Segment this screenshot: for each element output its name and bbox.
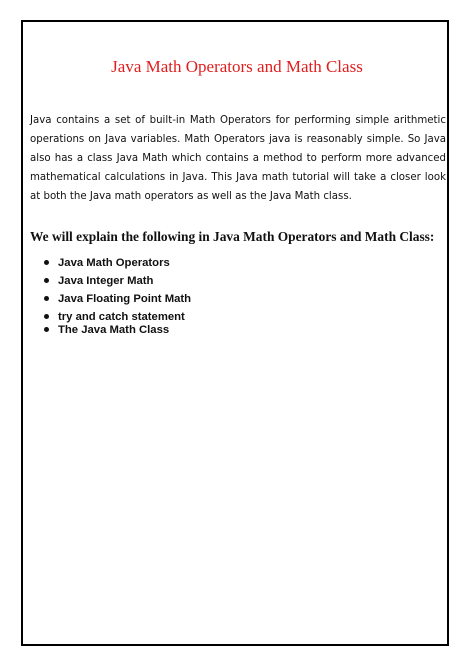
intro-paragraph: [30, 111, 446, 206]
topic-label: The Java Math Class: [58, 324, 170, 336]
intro-line: mathematical calculations in Java. This Java math tutorial will take a closer look at both: [30, 172, 446, 202]
section-subheading: We will explain the following in Java Math Operators and Math Class:: [30, 229, 435, 244]
bullet-icon: [44, 327, 49, 332]
intro-line: has a class Java Math which contains a method to perform more advanced: [54, 153, 446, 164]
topic-label: Java Floating Point Math: [58, 293, 192, 305]
intro-line: the Java math operators as well as the Java Math class.: [69, 191, 352, 202]
bullet-icon: [44, 278, 49, 283]
bullet-icon: [44, 314, 49, 319]
document-title: Java Math Operators and Math Class: [111, 57, 363, 76]
list-item: [44, 290, 191, 308]
list-item: [44, 308, 191, 321]
topic-label: Java Integer Math: [58, 275, 154, 287]
list-item: [44, 321, 191, 339]
list-item: [44, 254, 191, 272]
bullet-icon: [44, 260, 49, 265]
topic-label: try and catch statement: [58, 311, 185, 323]
bullet-icon: [44, 296, 49, 301]
topic-list: [44, 254, 191, 339]
list-item: [44, 272, 191, 290]
intro-line: Java contains a set of built-in Math Operators for performing simple arithmetic: [30, 115, 446, 126]
topic-label: Java Math Operators: [58, 257, 170, 269]
intro-line: operations on Java variables. Math Operators java is reasonably simple. So Java also: [30, 134, 446, 164]
